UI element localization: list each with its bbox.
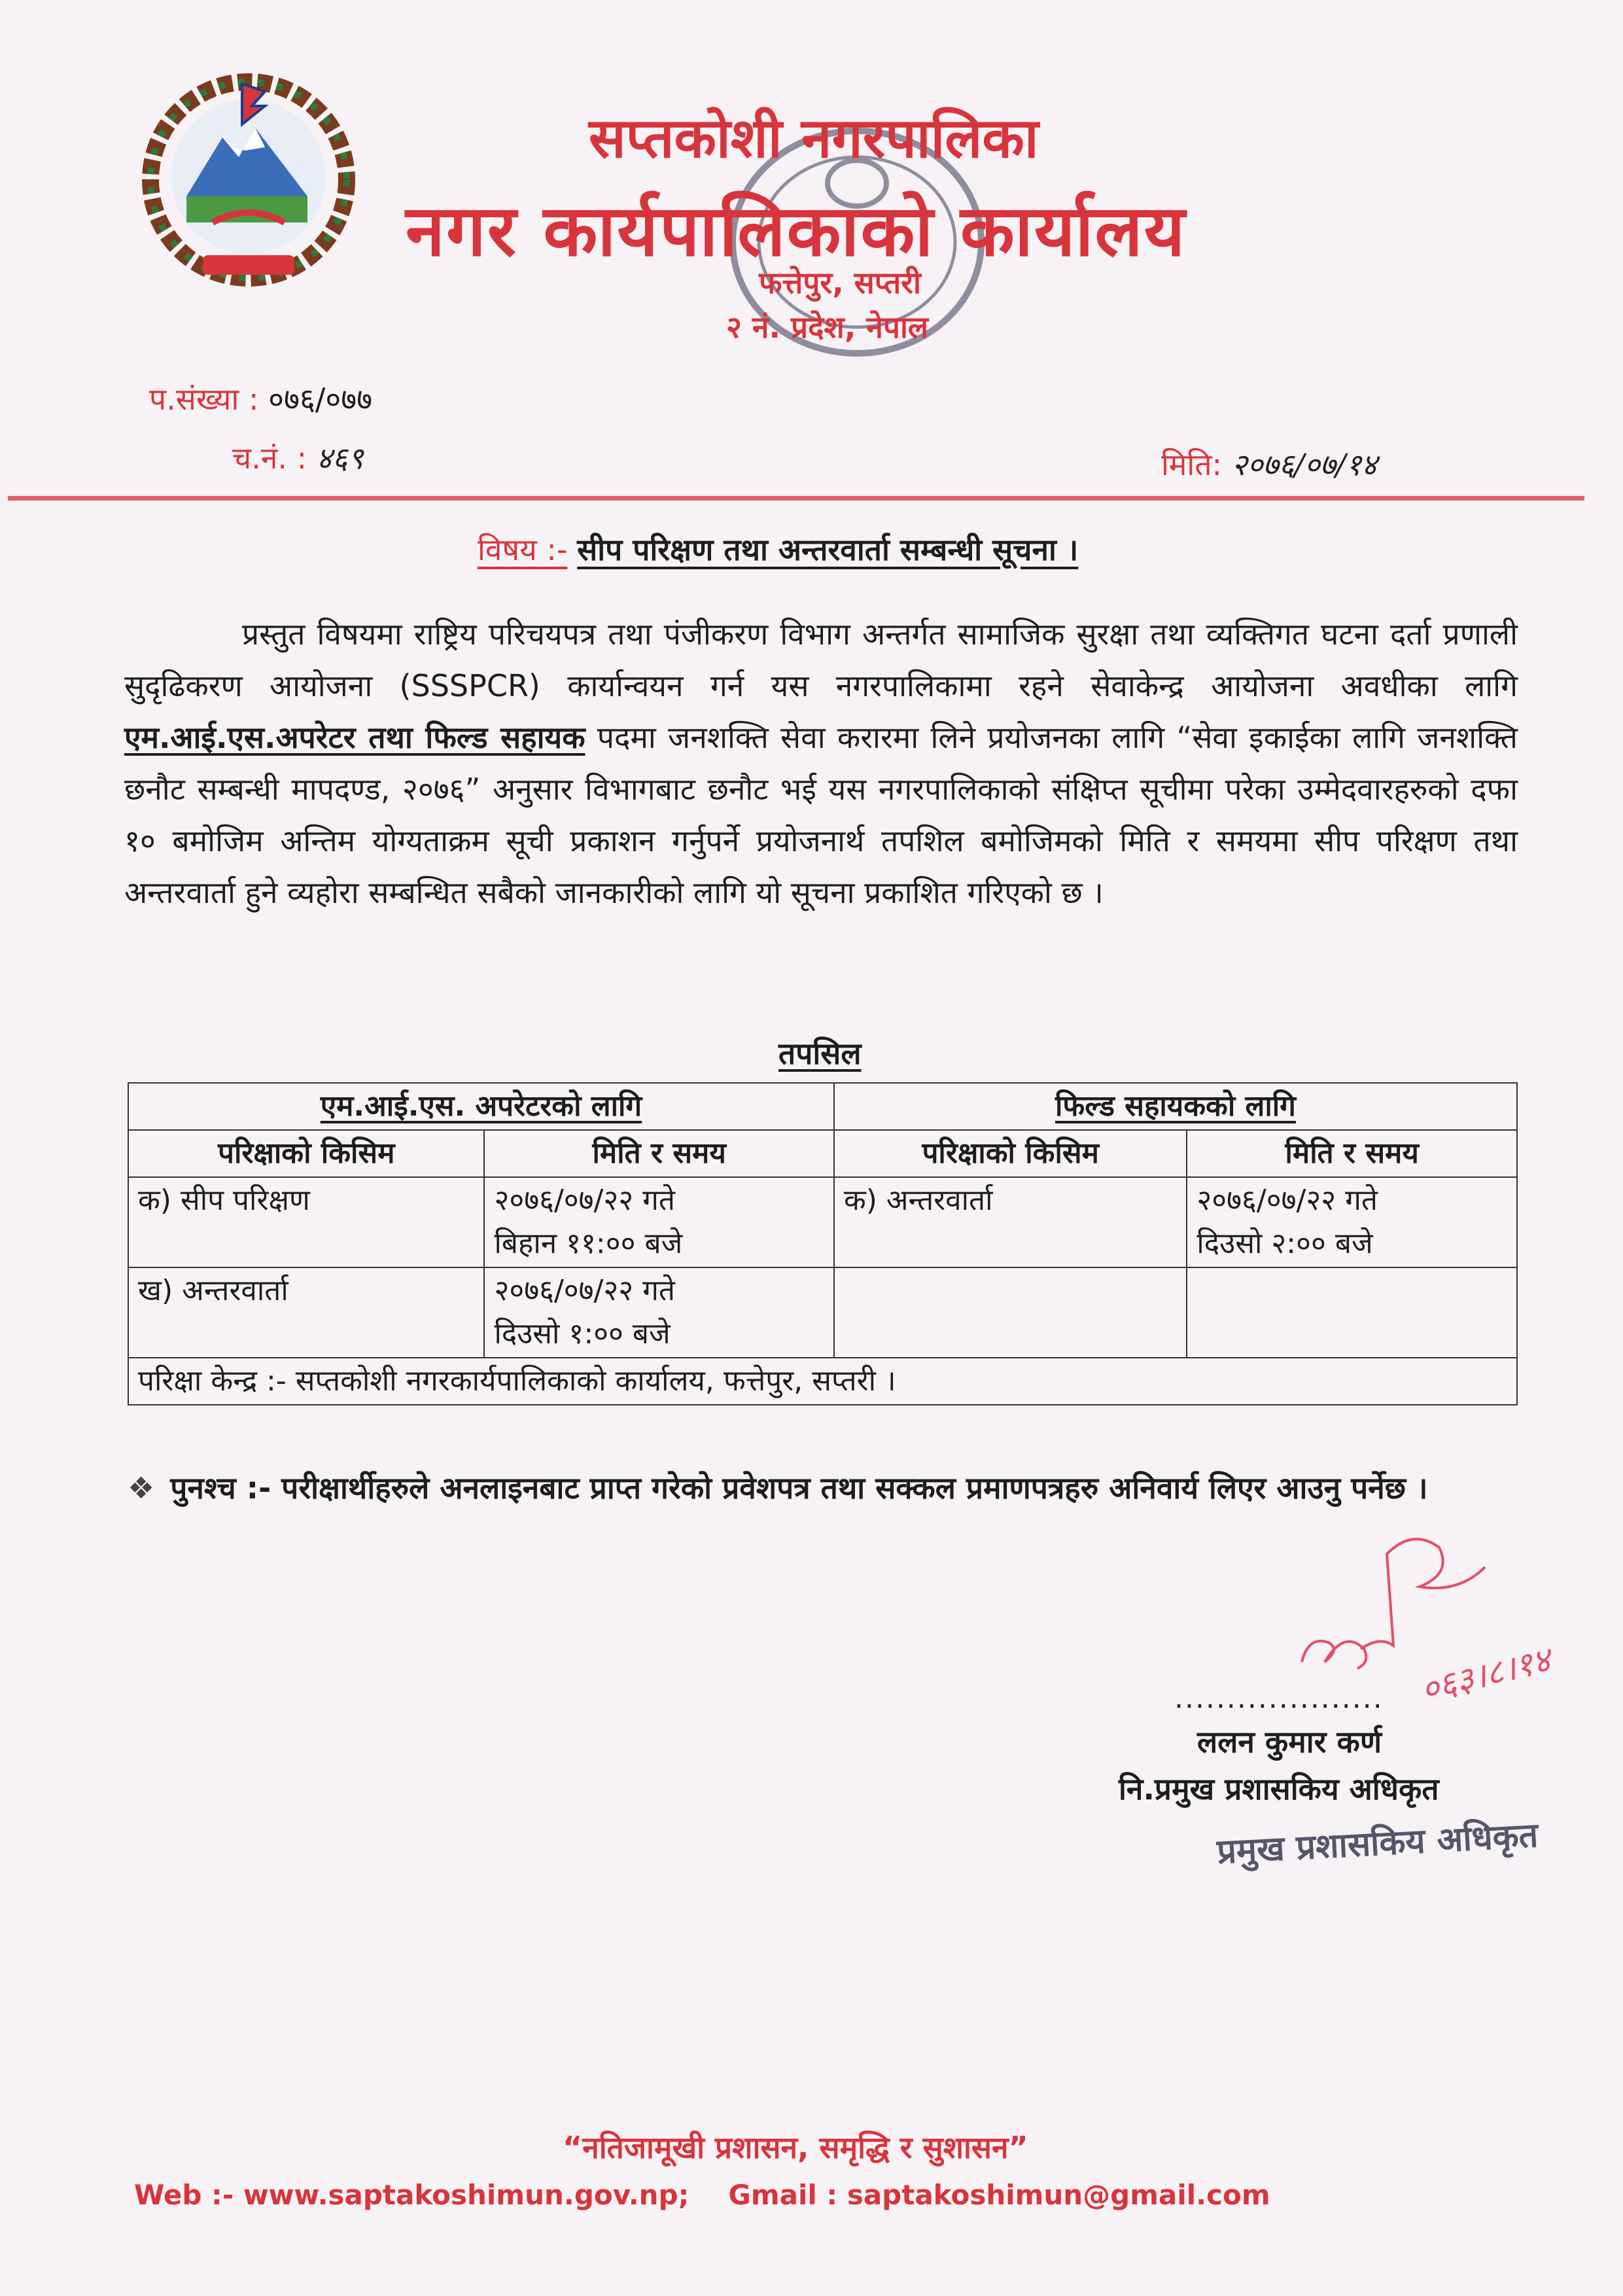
body-part-1: प्रस्तुत विषयमा राष्ट्रिय परिचयपत्र तथा पंजीकरण विभाग अन्तर्गत सामाजिक सुरक्षा तथा व्यक्तिगत घटना दर्ता प्रणाली सुदृढिकरण आयोजना (SSSPCR) कार्यान्वयन गर्न यस नगरपालिकामा रहने सेवाकेन्द्र आयोजना अवधीका लागि <box>124 616 1518 703</box>
field-row-1-date: २०७६/०७/२२ गते <box>1196 1184 1378 1217</box>
body-highlight: एम.आई.एस.अपरेटर तथा फिल्ड सहायक <box>124 720 585 755</box>
mis-row-1-time: बिहान ११:०० बजे <box>494 1227 683 1260</box>
nepal-emblem-icon <box>141 65 357 291</box>
field-row-2-type <box>834 1267 1187 1358</box>
subject-line <box>478 529 1078 569</box>
signer-name: ललन कुमार कर्ण <box>1197 1724 1382 1759</box>
office-name: नगर कार्यपालिकाको कार्यालय <box>406 190 1187 272</box>
field-header <box>834 1083 1517 1130</box>
col-type-mis: परिक्षाको किसिम <box>128 1130 484 1177</box>
dispatch-number <box>232 437 364 478</box>
col-datetime-field: मिति र समय <box>1187 1130 1517 1177</box>
col-datetime-mis: मिति र समय <box>484 1130 834 1177</box>
date-value: २०७६/०७/१४ <box>1231 447 1378 482</box>
subject-label: विषय :- <box>478 532 568 567</box>
designation-stamp: प्रमुख प्रशासकिय अधिकृत <box>1215 1816 1539 1872</box>
mis-row-2-type: ख) अन्तरवार्ता <box>128 1267 484 1358</box>
field-row-1-datetime <box>1187 1177 1517 1267</box>
body-paragraph <box>124 609 1518 919</box>
field-row-1-time: दिउसो २:०० बजे <box>1196 1227 1373 1260</box>
signer-title: नि.प्रमुख प्रशासकिय अधिकृत <box>1119 1771 1439 1807</box>
address-line-1: फत्तेपुर, सप्तरी <box>759 265 921 300</box>
subject-text: सीप परिक्षण तथा अन्तरवार्ता सम्बन्धी सूचना । <box>577 532 1079 567</box>
address-line-2: २ नं. प्रदेश, नेपाल <box>726 309 929 345</box>
reference-value: ०७६/०७७ <box>268 381 373 417</box>
field-row-2-datetime <box>1187 1267 1517 1358</box>
mis-header-text: एम.आई.एस. अपरेटरको लागि <box>320 1089 642 1123</box>
header-divider <box>8 496 1584 501</box>
letter-date <box>1161 444 1377 484</box>
dispatch-label: च.नं. : <box>232 440 307 476</box>
table-row <box>128 1267 1517 1358</box>
table-row <box>128 1130 1517 1177</box>
reference-number <box>149 378 372 419</box>
table-row <box>128 1358 1517 1405</box>
exam-center: परिक्षा केन्द्र :- सप्तकोशी नगरकार्यपालिकाको कार्यालय, फत्तेपुर, सप्तरी । <box>128 1358 1517 1405</box>
handwritten-date: ०६३।८।१४ <box>1417 1640 1555 1710</box>
mis-row-2-datetime <box>484 1267 834 1358</box>
municipality-name: सप्तकोशी नगरपालिका <box>589 106 1039 170</box>
body-part-2: पदमा जनशक्ति सेवा करारमा लिने प्रयोजनका लागि “सेवा इकाईका लागि जनशक्ति छनौट सम्बन्धी मापदण्ड, २०७६” अनुसार विभागबाट छनौट भई यस नगरपालिकाको संक्षिप्त सूचीमा परेका उम्मेदवारहरुको दफा १० बमोजिम अन्तिम योग्यताक्रम सूची प्रकाशन गर्नुपर्ने प्रयोजनार्थ तपशिल बमोजिमको मिति र समयमा सीप परिक्षण तथा अन्तरवार्ता हुने व्यहोरा सम्बन्धित सबैको जानकारीको लागि यो सूचना प्रकाशित गरिएको छ । <box>124 720 1518 910</box>
footer-slogan: “नतिजामूखी प्रशासन, समृद्धि र सुशासन” <box>563 2130 1028 2165</box>
field-row-1-type: क) अन्तरवार्ता <box>834 1177 1187 1267</box>
schedule-title: तपसिल <box>778 1036 862 1071</box>
table-row <box>128 1177 1517 1267</box>
mis-row-2-time: दिउसो १:०० बजे <box>494 1317 671 1351</box>
mis-row-1-type: क) सीप परिक्षण <box>128 1177 484 1267</box>
schedule-table <box>128 1082 1518 1405</box>
gmail-link[interactable]: Gmail : saptakoshimun@gmail.com <box>728 2179 1270 2211</box>
col-type-field: परिक्षाको किसिम <box>834 1130 1187 1177</box>
diamond-bullet-icon: ❖ <box>128 1470 155 1506</box>
mis-row-1-date: २०७६/०७/२२ गते <box>494 1184 675 1217</box>
note-text: पुनश्च :- परीक्षार्थीहरुले अनलाइनबाट प्राप्त गरेको प्रवेशपत्र तथा सक्कल प्रमाणपत्रहरु अनिवार्य लिएर आउनु पर्नेछ । <box>170 1470 1428 1506</box>
mis-row-2-date: २०७६/०७/२२ गते <box>494 1274 675 1307</box>
date-label: मिति: <box>1161 447 1223 482</box>
mis-header <box>128 1083 834 1130</box>
table-row <box>128 1083 1517 1130</box>
dispatch-value: ४६९ <box>316 440 364 476</box>
mis-row-1-datetime <box>484 1177 834 1267</box>
signature-line: .................... <box>1174 1682 1384 1715</box>
web-link[interactable]: Web :- www.saptakoshimun.gov.np; <box>134 2179 689 2211</box>
footer-contact <box>134 2179 1270 2211</box>
field-header-text: फिल्ड सहायकको लागि <box>1055 1089 1296 1123</box>
reference-label: प.संख्या : <box>149 381 259 417</box>
